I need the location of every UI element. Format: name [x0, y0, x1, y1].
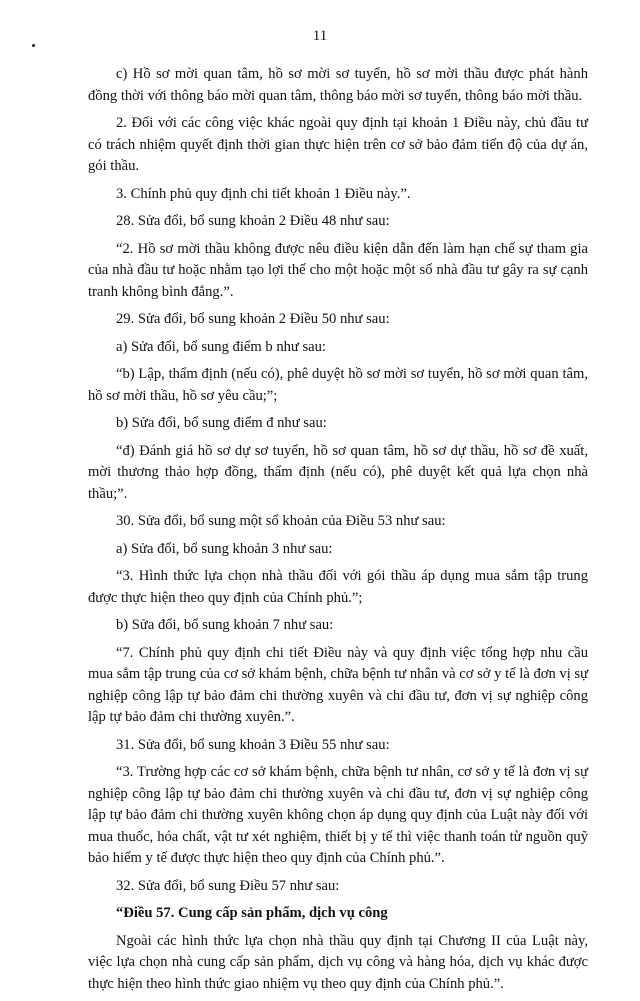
paragraph: b) Sửa đổi, bổ sung khoản 7 như sau: [116, 617, 334, 633]
paragraph: Ngoài các hình thức lựa chọn nhà thầu quy định tại Chương II của Luật này, việc lựa chọn nhà cung cấp sản phẩm, dịch vụ công và hàng hóa, dịch vụ khác được thực hiện theo hình thức giao nhiệm vụ theo quy định của Chính phủ.”. [88, 932, 588, 992]
paragraph: b) Sửa đổi, bổ sung điểm đ như sau: [116, 415, 327, 431]
paragraph: “đ) Đánh giá hồ sơ dự sơ tuyển, hồ sơ quan tâm, hồ sơ dự thầu, hồ sơ đề xuất, mời thương thảo hợp đồng, thẩm định (nếu có), phê duyệt kết quả lựa chọn nhà thầu;”. [88, 442, 588, 502]
scan-speck [32, 44, 35, 47]
paragraph: 30. Sửa đổi, bổ sung một số khoản của Điều 53 như sau: [116, 513, 446, 529]
paragraph: “3. Hình thức lựa chọn nhà thầu đối với gói thầu áp dụng mua sắm tập trung được thực hiện theo quy định của Chính phủ.”; [88, 568, 588, 606]
paragraph: 29. Sửa đổi, bổ sung khoản 2 Điều 50 như sau: [116, 311, 390, 327]
paragraph: “b) Lập, thẩm định (nếu có), phê duyệt hồ sơ mời sơ tuyển, hồ sơ mời quan tâm, hồ sơ mời thầu, hồ sơ yêu cầu;”; [88, 366, 588, 404]
paragraph: 2. Đối với các công việc khác ngoài quy định tại khoản 1 Điều này, chủ đầu tư có trách nhiệm quyết định thời gian thực hiện trên cơ sở bảo đảm tiến độ của dự án, gói thầu. [88, 115, 588, 174]
paragraph: “3. Trường hợp các cơ sở khám bệnh, chữa bệnh tư nhân, cơ sở y tế là đơn vị sự nghiệp công lập tự bảo đảm chi thường xuyên và chi đầu tư, đơn vị sự nghiệp công lập tự bảo đảm chi thường xuyên không chọn áp dụng quy định của Luật này đối với mua thuốc, hóa chất, vật tư xét nghiệm, thiết bị y tế thì việc thanh toán từ nguồn quỹ bảo hiểm y tế được thực hiện theo quy định của Chính phủ.”. [88, 764, 588, 866]
document-body [88, 64, 588, 1001]
paragraph: 32. Sửa đổi, bổ sung Điều 57 như sau: [116, 877, 340, 894]
article-heading: “Điều 57. Cung cấp sản phẩm, dịch vụ công [116, 905, 388, 921]
paragraph: a) Sửa đổi, bổ sung điểm b như sau: [116, 338, 326, 355]
paragraph: “7. Chính phủ quy định chi tiết Điều này và quy định việc tổng hợp nhu cầu mua sắm tập trung của cơ sở khám bệnh, chữa bệnh tư nhân và cơ sở y tế là đơn vị sự nghiệp công lập tự bảo đảm chi thường xuyên và chi đầu tư, đơn vị sự nghiệp công lập tự bảo đảm chi thường xuyên.”. [88, 644, 589, 725]
paragraph: a) Sửa đổi, bổ sung khoản 3 như sau: [116, 540, 333, 557]
paragraph: c) Hồ sơ mời quan tâm, hồ sơ mời sơ tuyển, hồ sơ mời thầu được phát hành đồng thời với thông báo mời quan tâm, thông báo mời sơ tuyển, thông báo mời thầu. [88, 66, 588, 104]
paragraph: “2. Hồ sơ mời thầu không được nêu điều kiện dẫn đến làm hạn chế sự tham gia của nhà đầu tư hoặc nhằm tạo lợi thế cho một hoặc một số nhà đầu tư gây ra sự cạnh tranh không bình đẳng.”. [88, 240, 588, 300]
paragraph: 28. Sửa đổi, bổ sung khoản 2 Điều 48 như sau: [116, 213, 390, 229]
page-number: 11 [312, 28, 328, 44]
paragraph: 3. Chính phủ quy định chi tiết khoản 1 Điều này.”. [116, 185, 411, 202]
paragraph: 31. Sửa đổi, bổ sung khoản 3 Điều 55 như sau: [116, 736, 390, 753]
